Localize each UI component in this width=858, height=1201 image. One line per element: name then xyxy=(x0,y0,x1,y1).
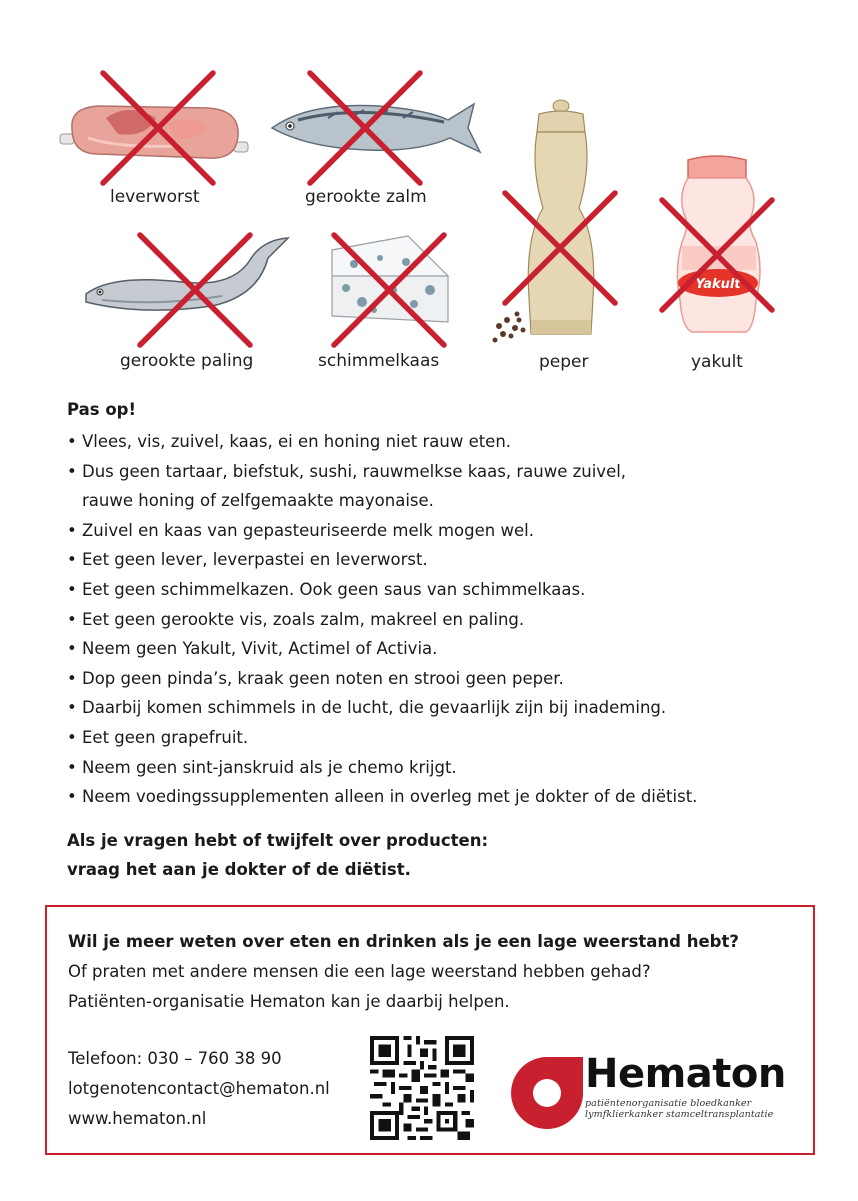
food-peper xyxy=(487,98,632,378)
list-item: • Eet geen lever, leverpastei en leverworst. xyxy=(67,550,428,570)
hematon-info-box xyxy=(45,905,815,1155)
warning-title: Pas op! xyxy=(67,400,137,419)
email-link[interactable]: lotgenotencontact@hematon.nl xyxy=(68,1079,330,1098)
ask-doctor-note xyxy=(67,826,488,884)
fish-icon xyxy=(268,68,483,178)
list-item: • Dop geen pinda’s, kraak geen noten en strooi geen peper. xyxy=(67,668,564,688)
liver-sausage-icon xyxy=(58,68,253,178)
logo-wordmark: Hematon xyxy=(585,1051,786,1097)
list-item: • Neem geen sint-janskruid als je chemo krijgt. xyxy=(67,757,457,777)
list-item: • Neem voedingssupplementen alleen in overleg met je dokter of de diëtist. xyxy=(67,787,698,807)
food-label: gerookte paling xyxy=(120,351,254,371)
infobox-text: Of praten met andere mensen die een lage weerstand hebben gehad? xyxy=(68,962,651,981)
eel-icon xyxy=(82,230,297,345)
list-item: • Daarbij komen schimmels in de lucht, die gevaarlijk zijn bij inademing. xyxy=(67,698,667,718)
list-item-continuation: rauwe honing of zelfgemaakte mayonaise. xyxy=(82,491,434,511)
logo-tagline: lymfklierkanker stamceltransplantatie xyxy=(585,1109,774,1120)
list-item: • Eet geen gerookte vis, zoals zalm, makreel en paling. xyxy=(67,609,525,629)
list-item: • Eet geen grapefruit. xyxy=(67,727,249,747)
hematon-drop-icon xyxy=(507,1051,587,1131)
food-label: leverworst xyxy=(110,187,200,207)
infobox-title: Wil je meer weten over eten en drinken als je een lage weerstand hebt? xyxy=(68,932,739,951)
qr-code-icon[interactable] xyxy=(370,1036,474,1140)
food-label: gerookte zalm xyxy=(305,187,427,207)
warning-list xyxy=(67,427,827,812)
yakult-bottle-icon xyxy=(652,150,787,345)
food-leverworst xyxy=(58,68,253,208)
website-link[interactable]: www.hematon.nl xyxy=(68,1109,207,1128)
ask-line: Als je vragen hebt of twijfelt over producten: xyxy=(67,831,489,850)
list-item: • Eet geen schimmelkazen. Ook geen saus van schimmelkaas. xyxy=(67,579,586,599)
list-item: • Neem geen Yakult, Vivit, Actimel of Activia. xyxy=(67,639,438,659)
list-item: • Dus geen tartaar, biefstuk, sushi, rauwmelkse kaas, rauwe zuivel, rauwe honing of zelfgemaakte mayonaise. xyxy=(67,457,827,516)
list-item: • Zuivel en kaas van gepasteuriseerde melk mogen wel. xyxy=(67,520,534,540)
food-yakult xyxy=(652,150,787,380)
food-label: yakult xyxy=(691,352,743,372)
phone-number: Telefoon: 030 – 760 38 90 xyxy=(68,1049,282,1068)
food-label: schimmelkaas xyxy=(318,351,440,371)
list-item: • Vlees, vis, zuivel, kaas, ei en honing niet rauw eten. xyxy=(67,432,512,451)
ask-line: vraag het aan je dokter of de diëtist. xyxy=(67,860,411,879)
blue-cheese-icon xyxy=(310,230,470,345)
yakult-brand-text: Yakult xyxy=(695,277,741,292)
food-gerookte-paling xyxy=(82,230,297,380)
hematon-logo xyxy=(507,1051,807,1131)
pepper-mill-icon xyxy=(487,98,632,348)
food-schimmelkaas xyxy=(310,230,470,380)
infobox-text: Patiënten-organisatie Hematon kan je daarbij helpen. xyxy=(68,992,510,1011)
food-label: peper xyxy=(539,352,589,372)
food-gerookte-zalm xyxy=(268,68,483,208)
logo-tagline: patiëntenorganisatie bloedkanker xyxy=(585,1098,752,1109)
